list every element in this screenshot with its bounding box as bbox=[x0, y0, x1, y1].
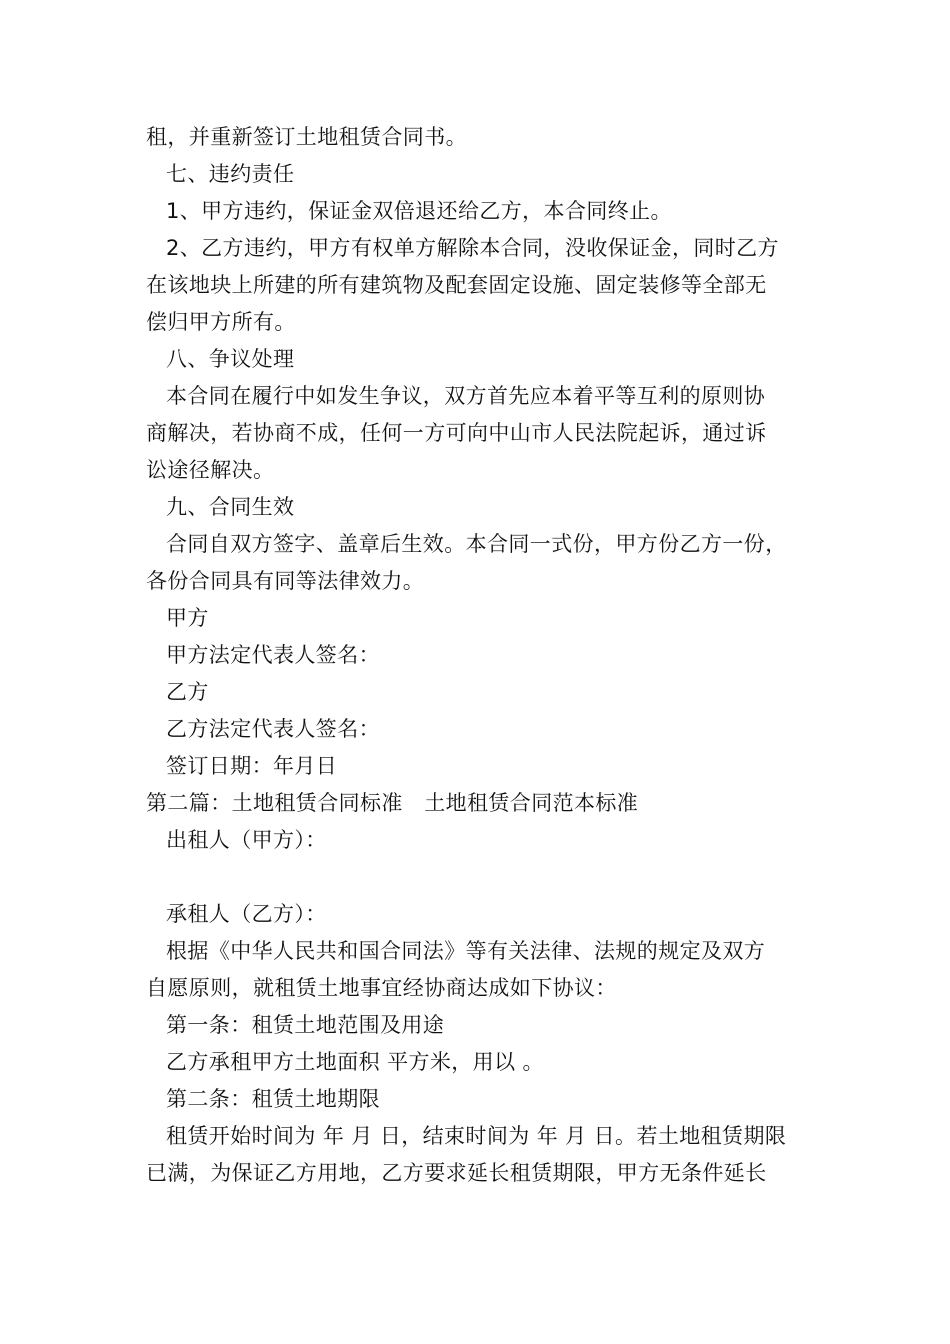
paragraph-line: 1、甲方违约，保证金双倍退还给乙方，本合同终止。 bbox=[166, 199, 672, 223]
paragraph-line: 合同自双方签字、盖章后生效。本合同一式份，甲方份乙方一份， bbox=[166, 532, 787, 556]
paragraph-line: 租赁开始时间为 年 月 日，结束时间为 年 月 日。若土地租赁期限 bbox=[166, 1124, 787, 1148]
lessor-field: 出租人（甲方）： bbox=[166, 828, 327, 852]
paragraph-line: 自愿原则，就租赁土地事宜经协商达成如下协议： bbox=[146, 976, 617, 1000]
paragraph-line: 2、乙方违约，甲方有权单方解除本合同，没收保证金，同时乙方 bbox=[166, 236, 779, 260]
section-heading: 八、争议处理 bbox=[166, 347, 295, 371]
lessee-field: 承租人（乙方）： bbox=[166, 902, 327, 926]
paragraph-line: 偿归甲方所有。 bbox=[146, 310, 296, 334]
signature-party-a: 甲方 bbox=[166, 606, 209, 630]
section-heading: 九、合同生效 bbox=[166, 495, 295, 519]
article-heading: 第一条：租赁土地范围及用途 bbox=[166, 1013, 445, 1037]
chapter-title: 第二篇：土地租赁合同标准 土地租赁合同范本标准 bbox=[146, 791, 639, 815]
paragraph-line: 本合同在履行中如发生争议，双方首先应本着平等互利的原则协 bbox=[166, 384, 766, 408]
paragraph-line: 已满，为保证乙方用地，乙方要求延长租赁期限，甲方无条件延长 bbox=[146, 1161, 767, 1185]
article-heading: 第二条：租赁土地期限 bbox=[166, 1087, 380, 1111]
signing-date: 签订日期：年月日 bbox=[166, 754, 338, 778]
paragraph-line: 租，并重新签订土地租赁合同书。 bbox=[146, 125, 467, 149]
paragraph-line: 各份合同具有同等法律效力。 bbox=[146, 569, 425, 593]
signature-party-b-representative: 乙方法定代表人签名： bbox=[166, 717, 380, 741]
paragraph-line: 在该地块上所建的所有建筑物及配套固定设施、固定装修等全部无 bbox=[146, 273, 767, 297]
paragraph-line: 讼途径解决。 bbox=[146, 458, 275, 482]
paragraph-line: 乙方承租甲方土地面积 平方米，用以 。 bbox=[166, 1050, 544, 1074]
signature-party-a-representative: 甲方法定代表人签名： bbox=[166, 643, 380, 667]
section-heading: 七、违约责任 bbox=[166, 162, 295, 186]
paragraph-line: 根据《中华人民共和国合同法》等有关法律、法规的规定及双方 bbox=[166, 939, 766, 963]
paragraph-line: 商解决，若协商不成，任何一方可向中山市人民法院起诉，通过诉 bbox=[146, 421, 767, 445]
signature-party-b: 乙方 bbox=[166, 680, 209, 704]
